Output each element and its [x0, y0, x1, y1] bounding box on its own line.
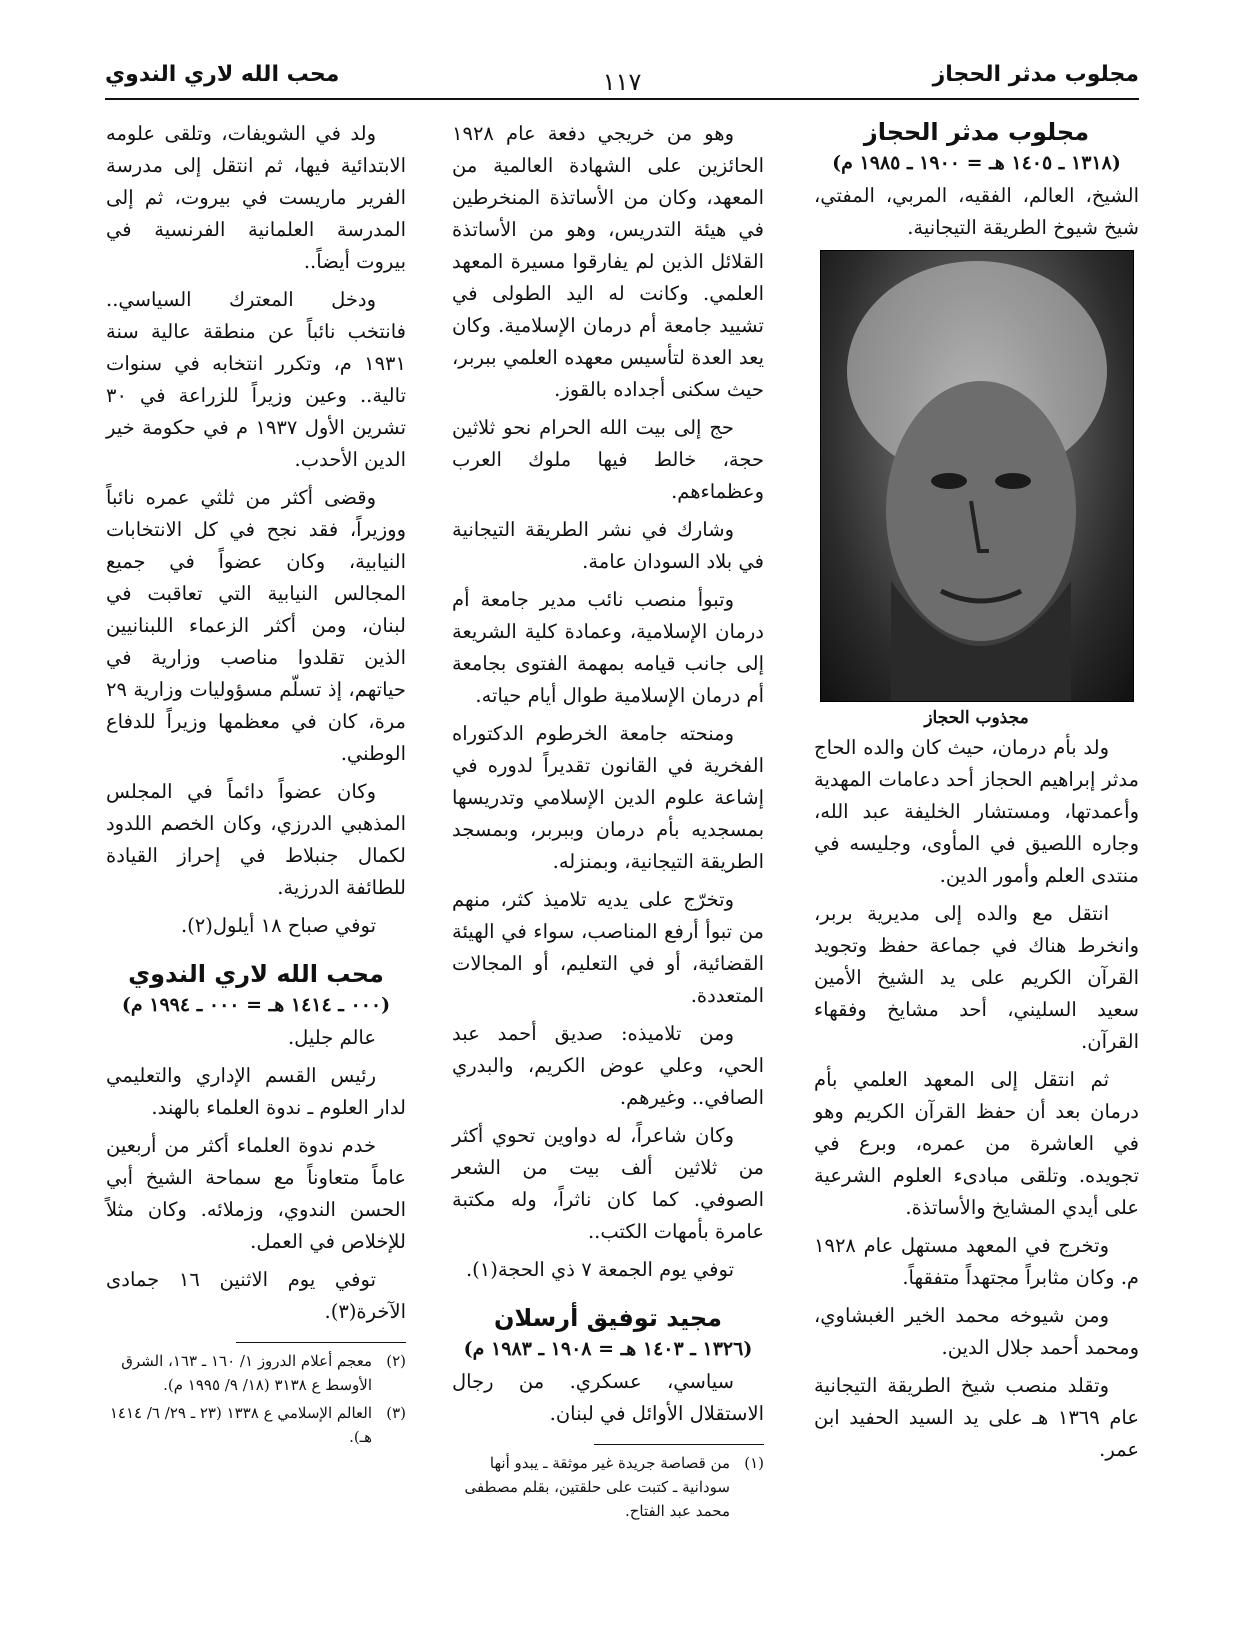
paragraph: ولد في الشويفات، وتلقى علومه الابتدائية فيها، ثم انتقل إلى مدرسة الفرير ماريست في بيروت، ثم إلى المدرسة العلمانية الفرنسية في بيروت أيضاً.. — [106, 122, 406, 273]
paragraph: خدم ندوة العلماء أكثر من أربعين عاماً متعاوناً مع سماحة الشيخ أبي الحسن الندوي، وزملائه. وكان مثلاً للإخلاص في العمل. — [106, 1134, 406, 1253]
column-right — [814, 118, 1139, 1472]
paragraph: ومنحته جامعة الخرطوم الدكتوراه الفخرية في القانون تقديراً لدوره في إشاعة علوم الدين الإسلامي وتدريسها بمسجديه بأم درمان وببربر، وبمسجد الطريقة التيجانية، وبمنزله. — [452, 722, 764, 873]
paragraph: وكان شاعراً، له دواوين تحوي أكثر من ثلاثين ألف بيت من الشعر الصوفي. كما كان ناثراً، وله مكتبة عامرة بأمهات الكتب.. — [452, 1124, 764, 1243]
footnote-text: معجم أعلام الدروز ١/ ١٦٠ ـ ١٦٣، الشرق الأوسط ع ٣١٣٨ (١٨/ ٩/ ١٩٩٥ م). — [121, 1352, 372, 1394]
paragraph: ومن شيوخه محمد الخير الغبشاوي، ومحمد أحمد جلال الدين. — [814, 1304, 1139, 1359]
entry-title-arslan: مجيد توفيق أرسلان — [493, 1304, 723, 1332]
portrait-caption: مجذوب الحجاز — [924, 708, 1029, 728]
footnote-3 — [106, 1401, 406, 1449]
portrait-photo — [820, 250, 1134, 702]
running-header — [105, 58, 1139, 96]
entry-title-majloub: مجلوب مدثر الحجاز — [863, 118, 1090, 146]
paragraph: وكان عضواً دائماً في المجلس المذهبي الدرزي، وكان الخصم اللدود لكمال جنبلاط في إحراز القيادة للطائفة الدرزية. — [106, 780, 406, 899]
column-middle — [452, 118, 764, 1527]
paragraph: وتخرج في المعهد مستهل عام ١٩٢٨ م. وكان مثابراً مجتهداً متفقهاً. — [814, 1234, 1139, 1289]
paragraph: وهو من خريجي دفعة عام ١٩٢٨ الحائزين على الشهادة العالمية من المعهد، وكان من الأساتذة المنخرطين في هيئة التدريس، وهو من الأساتذة القلائل الذين لم يفارقوا مسيرة المعهد العلمي. وكانت له اليد الطولى في تشييد جامعة أم درمان الإسلامية. وكان يعد العدة لتأسيس معهده العلمي ببربر، حيث سكنى أجداده بالقوز. — [452, 122, 764, 401]
running-title-right: مجلوب مدثر الحجاز — [932, 62, 1139, 87]
paragraph: رئيس القسم الإداري والتعليمي لدار العلوم ـ ندوة العلماء بالهند. — [106, 1064, 406, 1119]
footnote-number: (٣) — [386, 1404, 406, 1422]
paragraph: ومن تلاميذه: صديق أحمد عبد الحي، وعلي عوض الكريم، والبدري الصافي.. وغيرهم. — [452, 1022, 764, 1109]
footnote-text: العالم الإسلامي ع ١٣٣٨ (٢٣ ـ ٢٩/ ٦/ ١٤١٤ هـ). — [109, 1404, 372, 1446]
footnote-text: من قصاصة جريدة غير موثقة ـ يبدو أنها سودانية ـ كتبت على حلقتين، بقلم مصطفى محمد عبد الفتاح. — [464, 1454, 730, 1520]
paragraph: ولد بأم درمان، حيث كان والده الحاج مدثر إبراهيم الحجاز أحد دعامات المهدية وأعمدتها، ومستشار الخليفة عبد الله، وجاره اللصيق في المأوى، وجليسه في منتدى العلم وأمور الدين. — [814, 736, 1139, 887]
footnote-divider — [594, 1444, 764, 1445]
footnote-number: (١) — [744, 1454, 764, 1472]
entry-dates-nadwi: (٠٠٠ ـ ١٤١٤ هـ = ٠٠٠ ـ ١٩٩٤ م) — [121, 994, 391, 1016]
running-title-left: محب الله لاري الندوي — [105, 62, 340, 87]
column-left — [106, 118, 406, 1453]
paragraph: عالم جليل. — [287, 1026, 376, 1049]
footnote-divider — [236, 1342, 406, 1343]
entry-dates-majloub: (١٣١٨ ـ ١٤٠٥ هـ = ١٩٠٠ ـ ١٩٨٥ م) — [832, 152, 1121, 174]
header-divider — [105, 98, 1139, 100]
paragraph: وشارك في نشر الطريقة التيجانية في بلاد السودان عامة. — [452, 518, 764, 573]
footnote-1 — [452, 1451, 764, 1523]
paragraph: وتقلد منصب شيخ الطريقة التيجانية عام ١٣٦٩ هـ على يد السيد الحفيد ابن عمر. — [814, 1374, 1139, 1461]
footnote-number: (٢) — [386, 1352, 406, 1370]
paragraph: وتبوأ منصب نائب مدير جامعة أم درمان الإسلامية، وعمادة كلية الشريعة إلى جانب قيامه بمهمة الفتوى بجامعة أم درمان الإسلامية طوال أيام حياته. — [452, 588, 764, 707]
paragraph: وقضى أكثر من ثلثي عمره نائباً ووزيراً، فقد نجح في كل الانتخابات النيابية، وكان عضواً في جميع المجالس النيابية التي تعاقبت في لبنان، ومن أكثر الزعماء اللبنانيين الذين تقلدوا مناصب وزارية في حياتهم، إذ تسلّم مسؤوليات وزارية ٢٩ مرة، كان في معظمها وزيراً للدفاع الوطني. — [106, 486, 406, 765]
paragraph: حج إلى بيت الله الحرام نحو ثلاثين حجة، خالط فيها ملوك العرب وعظماءهم. — [452, 416, 764, 503]
portrait-image — [821, 251, 1133, 701]
paragraph: سياسي، عسكري. من رجال الاستقلال الأوائل في لبنان. — [452, 1370, 764, 1425]
entry-title-nadwi: محب الله لاري الندوي — [128, 960, 384, 988]
paragraph: وتخرّج على يديه تلاميذ كثر، منهم من تبوأ أرفع المناصب، سواء في الهيئة القضائية، أو في التعليم، أو المجالات المتعددة. — [452, 888, 764, 1007]
paragraph: توفي يوم الجمعة ٧ ذي الحجة(١). — [465, 1258, 734, 1281]
paragraph: ثم انتقل إلى المعهد العلمي بأم درمان بعد أن حفظ القرآن الكريم وهو في العاشرة من عمره، وبرع في تجويده. وتلقى مبادىء العلوم الشرعية على أيدي المشايخ والأساتذة. — [814, 1068, 1139, 1219]
entry-dates-arslan: (١٣٢٦ ـ ١٤٠٣ هـ = ١٩٠٨ ـ ١٩٨٣ م) — [463, 1338, 753, 1360]
entry-intro-majloub: الشيخ، العالم، الفقيه، المربي، المفتي، شيخ شيوخ الطريقة التيجانية. — [814, 184, 1139, 239]
paragraph: انتقل مع والده إلى مديرية بربر، وانخرط هناك في جماعة حفظ وتجويد القرآن الكريم على يد الشيخ الأمين سعيد السليني، أحد مشايخ وفقهاء القرآن. — [814, 902, 1139, 1053]
paragraph: توفي صباح ١٨ أيلول(٢). — [180, 914, 376, 937]
page-number: ١١٧ — [602, 68, 642, 96]
paragraph: توفي يوم الاثنين ١٦ جمادى الآخرة(٣). — [106, 1268, 406, 1323]
footnote-2 — [106, 1349, 406, 1397]
paragraph: ودخل المعترك السياسي.. فانتخب نائباً عن منطقة عالية سنة ١٩٣١ م، وتكرر انتخابه في سنوات تالية.. وعين وزيراً للزراعة في ٣٠ تشرين الأول ١٩٣٧ م في حكومة خير الدين الأحدب. — [106, 288, 407, 471]
